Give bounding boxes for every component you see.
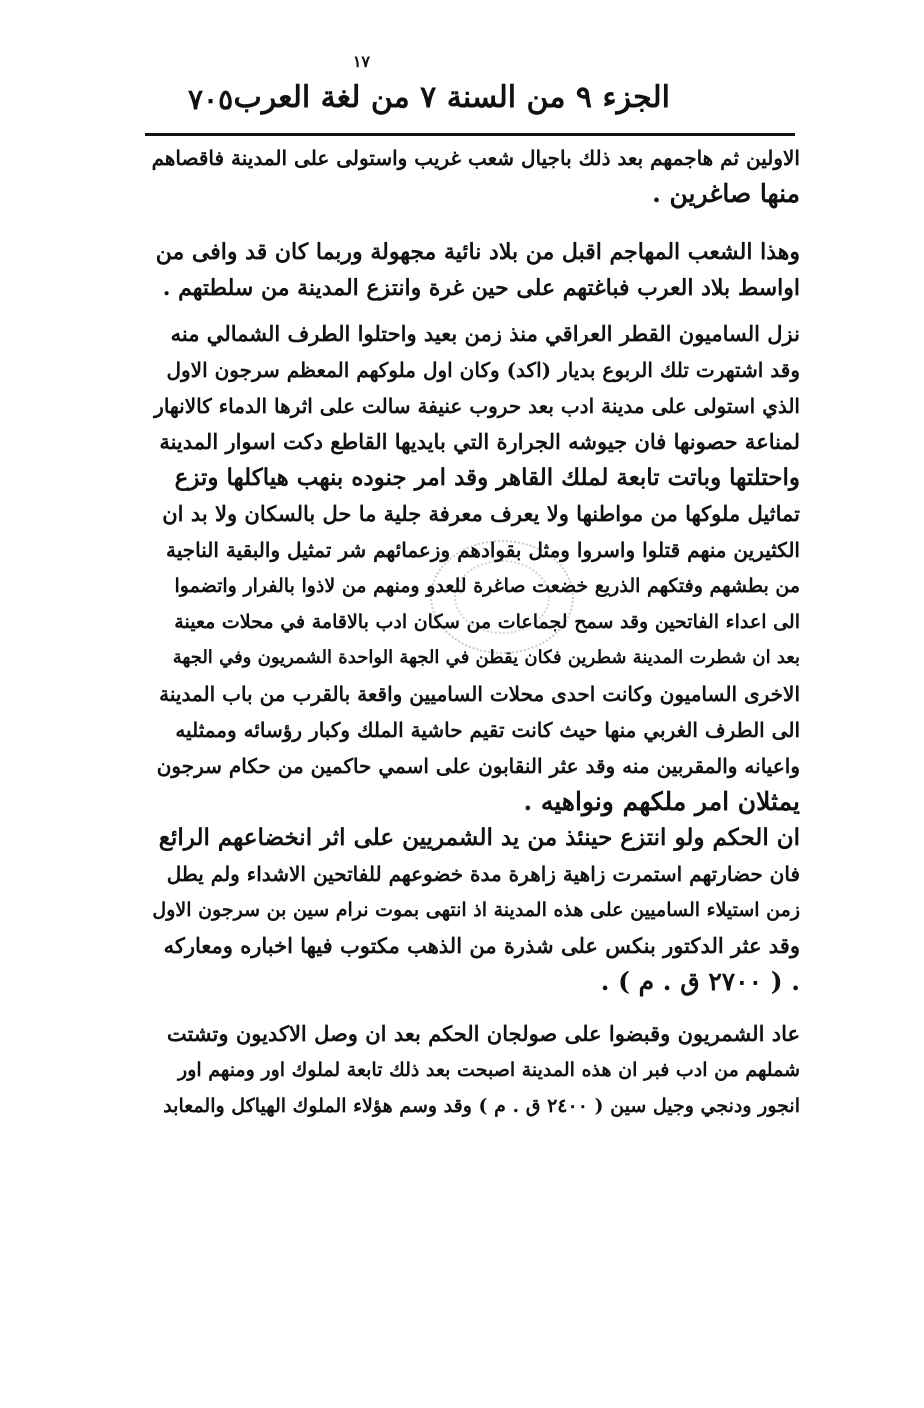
running-title: الجزء ٩ من السنة ٧ من لغة العرب [233, 80, 670, 115]
text-line: زمن استيلاء الساميين على هذه المدينة اذ انتهى بموت نرام سين بن سرجون الاول [152, 899, 800, 921]
text-line: ان الحكم ولو انتزع حينئذ من يد الشمريين على اثر انخضاعهم الرائع [158, 824, 800, 851]
text-line: الى اعداء الفاتحين وقد سمح لجماعات من سكان ادب بالاقامة في محلات معينة [174, 611, 800, 633]
text-line: عاد الشمريون وقبضوا على صولجان الحكم بعد ان وصل الاكديون وتشتت [166, 1021, 800, 1046]
page-header [150, 52, 670, 126]
handwritten-mark: ١٧ [352, 52, 370, 71]
text-line: يمثلان امر ملكهم ونواهيه . [523, 787, 800, 816]
text-line: الى الطرف الغربي منها حيث كانت تقيم حاشية الملك وكبار رؤسائه وممثليه [175, 718, 800, 742]
text-line: من بطشهم وفتكهم الذريع خضعت صاغرة للعدو ومنهم من لاذوا بالفرار واتضموا [174, 575, 800, 597]
text-line: وقد اشتهرت تلك الربوع بديار (اكد) وكان اول ملوكهم المعظم سرجون الاول [166, 358, 800, 382]
text-line: الذي استولى على مدينة ادب بعد حروب عنيفة سالت على اثرها الدماء كالانهار [154, 394, 800, 418]
text-line: تماثيل ملوكها من مواطنها ولا يعرف معرفة جلية ما حل بالسكان ولا بد ان [162, 501, 800, 526]
body-text [150, 140, 800, 1124]
text-line: الكثيرين منهم قتلوا واسروا ومثل بقوادهم وزعمائهم شر تمثيل والبقية الناجية [166, 538, 800, 562]
text-line: شملهم من ادب فبر ان هذه المدينة اصبحت بعد ذلك تابعة لملوك اور ومنهم اور [178, 1059, 800, 1081]
text-line: وهذا الشعب المهاجم اقبل من بلاد نائية مجهولة وربما كان قد وافى من [155, 239, 800, 265]
text-line: انجور ودنجي وجيل سين ( ٢٤٠٠ ق . م ) وقد وسم هؤلاء الملوك الهياكل والمعابد [163, 1095, 800, 1117]
text-line: فان حضارتهم استمرت زاهية زاهرة مدة خضوعهم للفاتحين الاشداء ولم يطل [166, 862, 800, 886]
text-line: . ( ٢٧٠٠ ق . م ) . [600, 967, 800, 996]
text-line: نزل الساميون القطر العراقي منذ زمن بعيد واحتلوا الطرف الشمالي منه [170, 321, 800, 346]
text-line: الاخرى الساميون وكانت احدى محلات الساميين واقعة بالقرب من باب المدينة [159, 682, 800, 706]
text-line: اواسط بلاد العرب فباغتهم على حين غرة وانتزع المدينة من سلطتهم . [162, 275, 800, 301]
text-line: الاولين ثم هاجمهم بعد ذلك باجيال شعب غريب واستولى على المدينة فاقصاهم [151, 146, 800, 170]
text-line: لمناعة حصونها فان جيوشه الجرارة التي بايديها القاطع دكت اسوار المدينة [159, 429, 800, 454]
text-line: وقد عثر الدكتور بنكس على شذرة من الذهب مكتوب فيها اخباره ومعاركه [163, 933, 800, 958]
text-line: واحتلتها وباتت تابعة لملك القاهر وقد امر جنوده بنهب هياكلها وتزع [174, 464, 800, 491]
page-number: ٧٠٥ [188, 83, 234, 116]
header-rule [145, 133, 795, 136]
text-line: واعيانه والمقربين منه وقد عثر النقابون على اسمي حاكمين من حكام سرجون [156, 754, 800, 778]
text-line: بعد ان شطرت المدينة شطرين فكان يقطن في الجهة الواحدة الشمريون وفي الجهة [172, 647, 800, 668]
text-line: منها صاغرين . [652, 179, 800, 208]
